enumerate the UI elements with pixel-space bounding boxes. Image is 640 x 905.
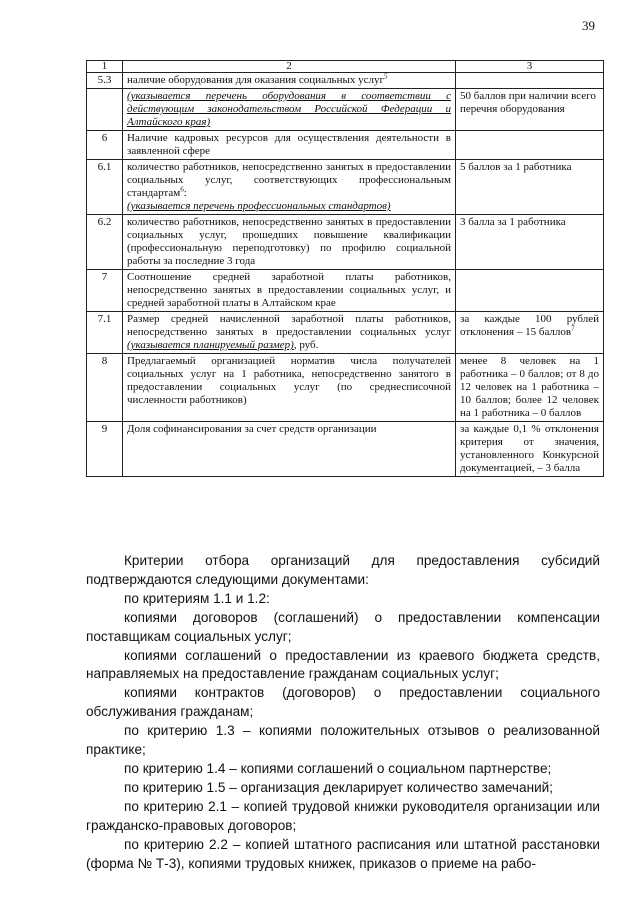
paragraph: по критерию 2.2 – копией штатного расписания или штатной расстановки (форма № Т-3), копиями трудовых книжек, приказов о приеме на рабо-	[86, 836, 600, 871]
criteria-table	[86, 60, 604, 477]
table-header-row	[87, 61, 604, 73]
row-number: 6.2	[87, 215, 123, 270]
body-text	[86, 552, 600, 873]
score-text	[456, 131, 604, 160]
footnote-ref: 6	[180, 185, 184, 194]
paragraph: по критериям 1.1 и 1.2:	[124, 590, 270, 606]
score-text	[456, 73, 604, 89]
criterion-text: количество работников, непосредственно занятых в предоставлении социальных услуг, соответствующих профессиональным стандартам$^6$: (указывается перечень профессиональных стандартов)	[123, 160, 456, 215]
score-text: менее 8 человек на 1 работника – 0 баллов; от 8 до 12 человек на 1 работника – 10 баллов; более 12 человек на 1 работника – 0 баллов	[456, 354, 604, 422]
header-cell: 2	[123, 61, 456, 73]
paragraph: копиями соглашений о предоставлении из краевого бюджета средств, направляемых на предоставление гражданам социальных услуг;	[86, 647, 600, 682]
paragraph: по критерию 2.1 – копией трудовой книжки руководителя организации или гражданско-правовых договоров;	[86, 798, 600, 833]
score-text: за каждые 100 рублей отклонения – 15 баллов$^7$	[456, 312, 604, 354]
header-cell: 1	[87, 61, 123, 73]
criterion-text: Размер средней начисленной заработной платы работников, непосредственно занятых в предоставлении социальных услуг (указывается планируемый размер), руб.	[123, 312, 456, 354]
criterion-text: количество работников, непосредственно занятых в предоставлении социальных услуг, прошедших повышение квалификации (профессиональную переподготовку) по профилю социальной работы за последние 3 года	[123, 215, 456, 270]
table-row	[87, 131, 604, 160]
table-row	[87, 312, 604, 354]
footnote-ref: 7	[571, 324, 575, 333]
footnote-ref: 5	[383, 72, 388, 81]
row-number: 6.1	[87, 160, 123, 215]
paragraph: по критерию 1.4 – копиями соглашений о социальном партнерстве;	[124, 760, 552, 776]
score-text: 3 балла за 1 работника	[456, 215, 604, 270]
row-number: 6	[87, 131, 123, 160]
paragraph: Критерии отбора организаций для предоставления субсидий подтверждаются следующими документами:	[86, 553, 600, 587]
table-row	[87, 215, 604, 270]
row-number: 5.3	[87, 73, 123, 89]
header-cell: 3	[456, 61, 604, 73]
row-number: 9	[87, 422, 123, 477]
table-row	[87, 160, 604, 215]
criterion-text: Соотношение средней заработной платы работников, непосредственно занятых в предоставлении социальных услуг, и средней заработной платы в Алтайском крае	[123, 270, 456, 312]
paragraph: по критерию 1.5 – организация декларирует количество замечаний;	[124, 779, 554, 795]
criterion-text: Доля софинансирования за счет средств организации	[123, 422, 456, 477]
paragraph: копиями контрактов (договоров) о предоставлении социального обслуживания гражданам;	[86, 685, 600, 720]
criterion-text: (указывается перечень оборудования в соответствии с действующим законодательством Российской Федерации и Алтайского края)	[123, 89, 456, 131]
page-number: 39	[582, 18, 595, 33]
criterion-text: Наличие кадровых ресурсов для осуществления деятельности в заявленной сфере	[123, 131, 456, 160]
table-row	[87, 354, 604, 422]
paragraph: по критерию 1.3 – копиями положительных отзывов о реализованной практике;	[86, 723, 600, 758]
row-number: 7.1	[87, 312, 123, 354]
row-number	[87, 89, 123, 131]
table-row	[87, 73, 604, 89]
table-row	[87, 270, 604, 312]
paragraph: копиями договоров (соглашений) о предоставлении компенсации поставщикам социальных услуг;	[86, 609, 600, 644]
table-row	[87, 422, 604, 477]
criterion-text: Предлагаемый организацией норматив числа получателей социальных услуг на 1 работника, непосредственно занятого в предоставлении социальных услуг (по среднесписочной численности работников)	[123, 354, 456, 422]
row-number: 8	[87, 354, 123, 422]
score-text	[456, 270, 604, 312]
row-number: 7	[87, 270, 123, 312]
criterion-text: наличие оборудования для оказания социальных услуг$^5$	[123, 73, 456, 89]
score-text: 5 баллов за 1 работника	[456, 160, 604, 215]
score-text: 50 баллов при наличии всего перечня оборудования	[456, 89, 604, 131]
score-text: за каждые 0,1 % отклонения критерия от значения, установленного Конкурсной документацией, – 3 балла	[456, 422, 604, 477]
table-row	[87, 89, 604, 131]
